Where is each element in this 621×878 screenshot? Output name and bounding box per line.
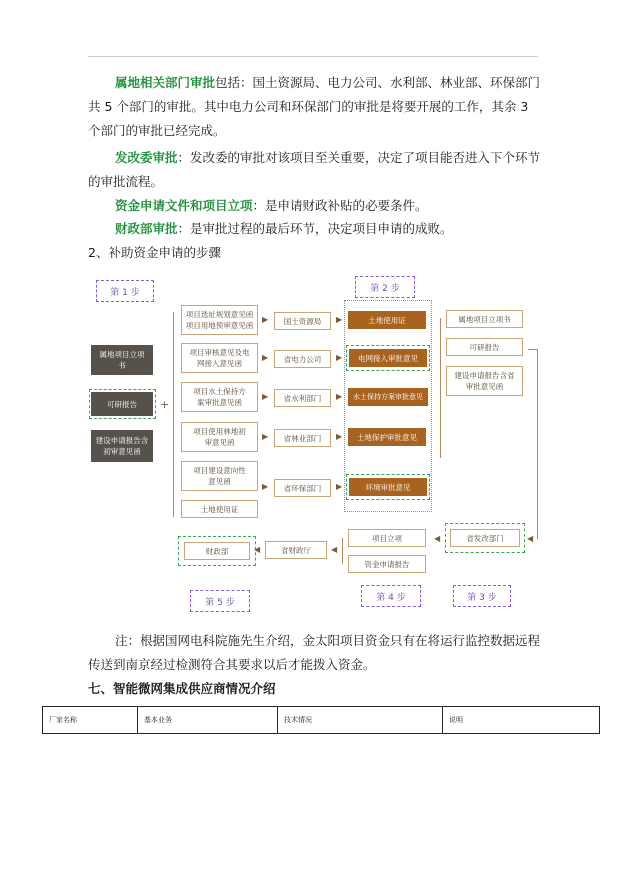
- feasibility-report: 可研报告: [91, 392, 153, 416]
- col-tech: 技术情况: [278, 707, 443, 734]
- arrow-right-icon: ▶: [262, 392, 269, 401]
- connector-vertical: [537, 349, 538, 539]
- step-1-label: 第 1 步: [96, 280, 154, 302]
- label-local-approval: 属地相关部门审批: [115, 75, 216, 90]
- text-fund-docs: ：是申请财政补贴的必要条件。: [252, 198, 428, 213]
- col-business: 基本业务: [138, 707, 278, 734]
- dept-forestry: 省林业部门: [274, 429, 331, 447]
- doc-soil-water: 项目水土保持方案审批意见函: [181, 382, 258, 412]
- arrow-left-icon: ◀: [434, 534, 441, 543]
- approval-grid-access: 电网接入审批意见: [349, 349, 427, 367]
- dept-environment: 省环保部门: [274, 479, 331, 497]
- step-5-label: 第 5 步: [190, 590, 250, 612]
- approval-land-cert: 土地使用证: [348, 311, 426, 329]
- doc-grid-access: 项目审核意见及电网接入意见函: [181, 343, 258, 373]
- approval-environment: 环境审批意见: [349, 478, 427, 496]
- text-ndrc-approval: ：发改委的审批对该项目至关重要，决定了项目能否进入下个环节的审批流程。: [88, 150, 541, 189]
- label-ndrc-approval: 发改委审批: [115, 150, 178, 165]
- section-heading-vendors: 七、智能微网集成供应商情况介绍: [88, 681, 276, 696]
- arrow-right-icon: ▶: [262, 315, 269, 324]
- col-vendor-name: 厂家名称: [43, 707, 138, 734]
- note-paragraph: 注：根据国网电科院施先生介绍，金太阳项目资金只有在将运行监控数据远程传送到南京经过检测符合其要求以后才能拨入资金。: [88, 633, 541, 672]
- col-notes: 说明: [443, 707, 600, 734]
- arrow-right-icon: ▶: [336, 315, 343, 324]
- right-construction-report: 建设申请报告含省审批意见函: [446, 366, 523, 396]
- step-4-label: 第 4 步: [361, 585, 421, 607]
- arrow-right-icon: ▶: [336, 432, 343, 441]
- arrow-right-icon: ▶: [336, 392, 343, 401]
- doc-environment: 项目建设意向性意见函: [181, 461, 258, 491]
- table-header-row: [43, 707, 600, 734]
- local-project-approval-doc: 属地项目立项书: [91, 345, 153, 375]
- arrow-right-icon: ▶: [262, 482, 269, 491]
- dept-water: 省水利部门: [274, 389, 331, 407]
- doc-site-land: 项目选址规划意见函项目用地预审意见函: [181, 305, 258, 335]
- bracket-line: [173, 312, 174, 517]
- arrow-left-icon: ◀: [331, 545, 338, 554]
- arrow-left-icon: ◀: [527, 534, 534, 543]
- label-fund-docs: 资金申请文件和项目立项: [115, 198, 253, 213]
- paragraph-local-approval: [88, 71, 543, 143]
- fund-application-report: 资金申请报告: [348, 555, 426, 573]
- dept-power-company: 省电力公司: [274, 350, 331, 368]
- right-local-approval-doc: 属地项目立项书: [446, 310, 523, 328]
- ministry-of-finance: 财政部: [184, 542, 250, 560]
- construction-application-report: 建设申请报告含初审意见函: [91, 430, 153, 462]
- paragraph-fund-docs: [88, 194, 543, 218]
- doc-forest-land: 项目使用林地初审意见函: [181, 422, 258, 452]
- bottom-bracket-line: [342, 538, 343, 564]
- arrow-right-icon: ▶: [262, 353, 269, 362]
- header-rule: [88, 56, 538, 57]
- provincial-finance-dept: 省财政厅: [265, 541, 327, 559]
- vendor-table: [42, 706, 600, 734]
- paragraph-mof-approval: [88, 217, 543, 241]
- provincial-ndrc: 省发改部门: [450, 529, 520, 547]
- approval-soil-water: 水土保持方案审批意见: [348, 388, 428, 406]
- arrow-left-icon: ◀: [254, 545, 261, 554]
- paragraph-ndrc-approval: [88, 146, 543, 194]
- right-bracket-line: [440, 318, 441, 458]
- right-feasibility-report: 可研报告: [446, 338, 523, 356]
- label-mof-approval: 财政部审批: [115, 221, 178, 236]
- project-establishment: 项目立项: [348, 529, 426, 547]
- arrow-right-icon: ▶: [262, 432, 269, 441]
- text-mof-approval: ：是审批过程的最后环节，决定项目申请的成败。: [177, 221, 453, 236]
- step-3-label: 第 3 步: [453, 585, 511, 607]
- approval-land-protection: 土地保护审批意见: [348, 428, 426, 446]
- arrow-right-icon: ▶: [336, 353, 343, 362]
- plus-sign: +: [160, 398, 170, 411]
- doc-land-cert: 土地使用证: [181, 500, 258, 518]
- dept-land-resources: 国土资源局: [274, 312, 331, 330]
- text-local-approval: 包括：国土资源局、电力公司、水利部、林业部、环保部门共 5 个部门的审批。其中电力公司和环保部门的审批是将要开展的工作，其余 3 个部门的审批已经完成。: [88, 75, 541, 138]
- section-heading-steps: 2、补助资金申请的步骤: [88, 245, 221, 260]
- step-2-label: 第 2 步: [355, 276, 415, 298]
- arrow-right-icon: ▶: [336, 482, 343, 491]
